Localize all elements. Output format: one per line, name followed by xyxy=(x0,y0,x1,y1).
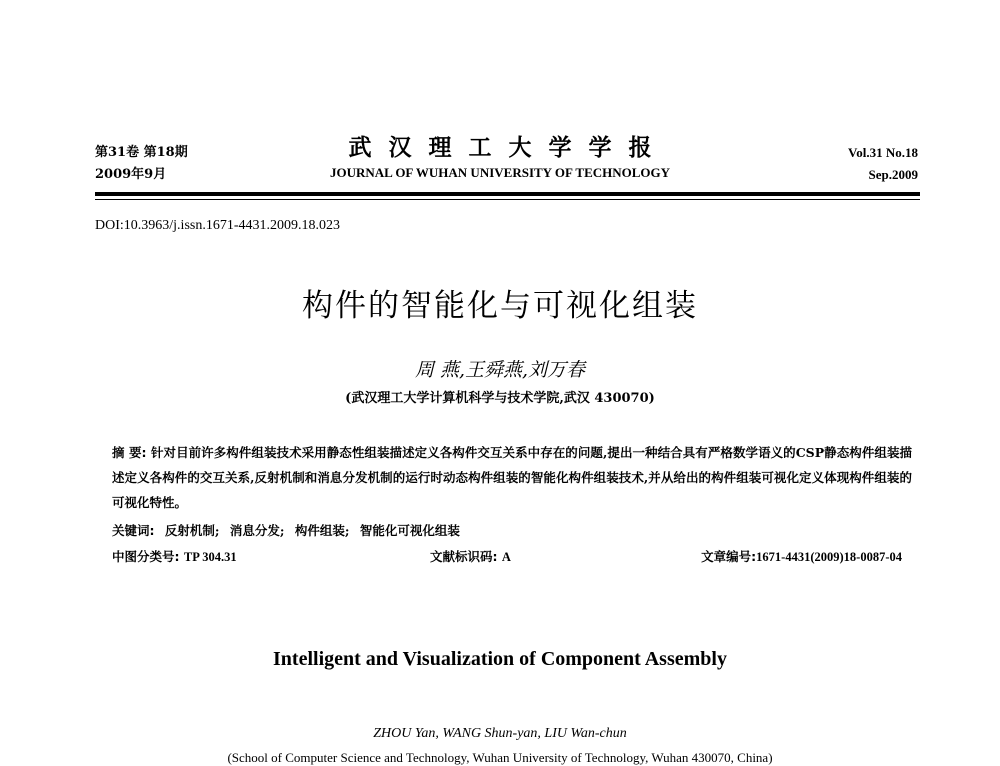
journal-title-block xyxy=(250,134,750,182)
header-rule-thick xyxy=(95,192,920,196)
paper-title-en: Intelligent and Visualization of Component Assembly xyxy=(273,648,727,670)
abstract-text: 针对目前许多构件组装技术采用静态性组装描述定义各构件交互关系中存在的问题,提出一种结合具有严格数学语义的CSP静态构件组装描述定义各构件的交互关系,反射机制和消息分发机制的运行时动态构件组装的智能化构件组装技术,并从给出的构件组装可视化定义体现构件组装的可视化特性。 xyxy=(112,445,913,510)
volume-issue-cn: 第31卷 第18期 xyxy=(95,145,188,160)
paper-title-cn: 构件的智能化与可视化组装 xyxy=(302,288,698,324)
header-right xyxy=(848,142,918,186)
clc-number xyxy=(112,547,237,565)
article-no-value: 1671-4431(2009)18-0087-04 xyxy=(756,550,902,564)
date-cn: 2009年9月 xyxy=(95,167,167,182)
header-left xyxy=(95,142,188,186)
classification-row xyxy=(112,547,902,569)
abstract-cn xyxy=(112,440,912,515)
affiliation-en: (School of Computer Science and Technology, Wuhan University of Technology, Wuhan 430070, China) xyxy=(227,750,773,765)
keyword-item: 构件组装; xyxy=(294,523,350,538)
journal-name-en: JOURNAL OF WUHAN UNIVERSITY OF TECHNOLOGY xyxy=(329,165,671,180)
article-number xyxy=(701,547,902,565)
keywords-cn xyxy=(112,521,460,539)
clc-label: 中图分类号: xyxy=(112,549,180,564)
clc-value: TP 304.31 xyxy=(183,550,237,564)
volume-issue-en: Vol.31 No.18 xyxy=(848,145,918,160)
journal-name-cn: 武汉理工大学学报 xyxy=(348,134,669,161)
article-no-label: 文章编号: xyxy=(701,549,757,564)
doi: DOI:10.3963/j.issn.1671-4431.2009.18.023 xyxy=(95,218,340,233)
keywords-label: 关键词: xyxy=(112,523,155,538)
keyword-item: 消息分发; xyxy=(229,523,285,538)
header-rule-thin xyxy=(95,199,920,200)
doc-code-value: A xyxy=(501,550,511,564)
keyword-item: 智能化可视化组装 xyxy=(359,523,460,538)
keyword-item: 反射机制; xyxy=(164,523,220,538)
authors-cn: 周 燕,王舜燕,刘万春 xyxy=(414,359,586,381)
authors-en: ZHOU Yan, WANG Shun-yan, LIU Wan-chun xyxy=(373,726,627,741)
abstract-label: 摘 要: xyxy=(112,445,147,460)
doc-code-label: 文献标识码: xyxy=(430,549,498,564)
date-en: Sep.2009 xyxy=(868,167,918,182)
affiliation-cn: (武汉理工大学计算机科学与技术学院,武汉 430070) xyxy=(345,391,655,406)
document-code xyxy=(430,547,511,565)
